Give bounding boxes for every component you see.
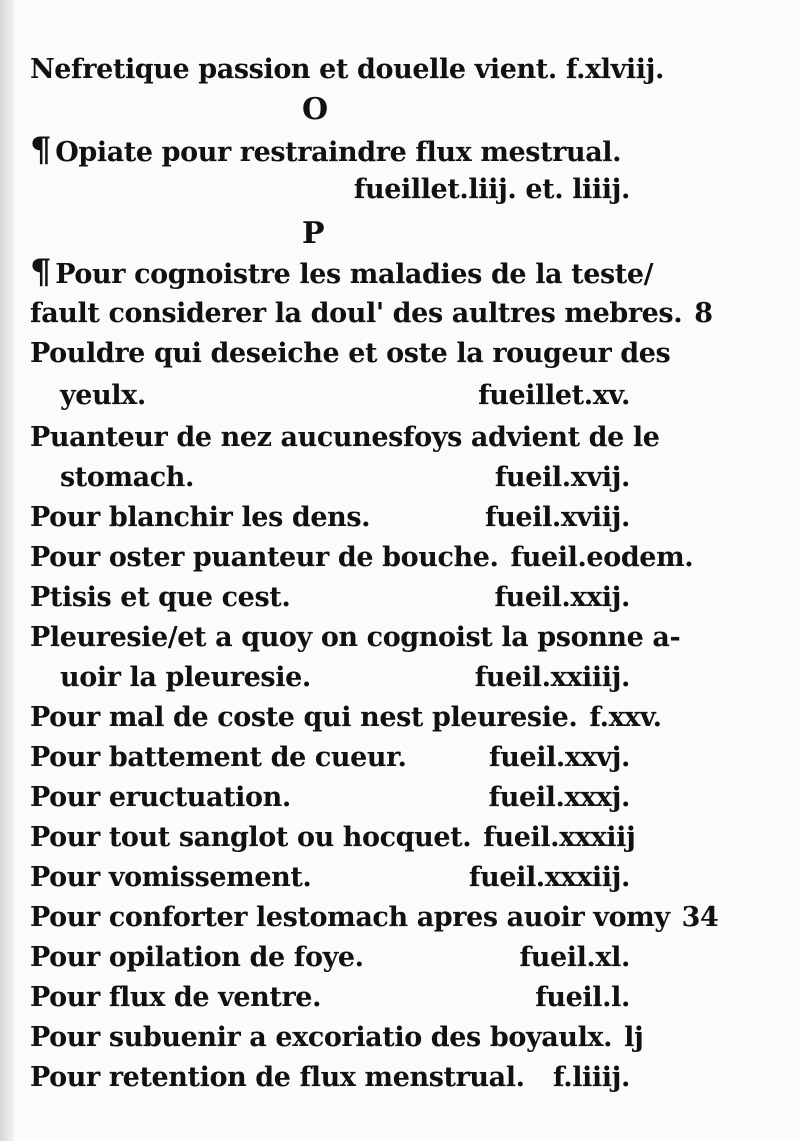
entry-ref: fueil.xxvj.: [489, 742, 630, 773]
entry-text: Pour eructuation.: [30, 782, 291, 813]
entry-ref: fueil.xviij.: [484, 502, 630, 533]
entry-text: Pouldre qui deseiche et oste la rougeur des: [30, 338, 671, 369]
entry-ref: fueillet.xv.: [478, 380, 630, 411]
entry-text: Pour vomissement.: [30, 862, 312, 893]
entry-text: fault considerer la doul' des aultres mebres.: [30, 298, 683, 329]
entry-text: Pour subuenir a excoriatio des boyaulx.: [30, 1022, 613, 1053]
entry-text: uoir la pleuresie.: [60, 662, 311, 693]
entry-text: Pour conforter lestomach apres auoir vomy: [30, 902, 670, 933]
index-entry: [30, 658, 630, 698]
entry-text: Pour cognoistre les maladies de la teste/: [55, 259, 654, 290]
entry-text: Pour tout sanglot ou hocquet.: [30, 822, 472, 853]
index-entry: [30, 498, 630, 538]
index-entry: [30, 418, 660, 458]
index-entry: [30, 1018, 644, 1058]
entry-ref: fueil.xvij.: [494, 462, 630, 493]
entry-ref: 34: [681, 902, 719, 933]
entry-text: Pour mal de coste qui nest pleuresie.: [30, 702, 578, 733]
entry-text: Pour oster puanteur de bouche.: [30, 542, 499, 573]
index-entry: [30, 252, 654, 292]
entry-text: Ptisis et que cest.: [30, 582, 291, 613]
entry-text: stomach.: [60, 462, 195, 493]
index-entry: [30, 698, 662, 738]
pilcrow-icon: ¶: [30, 130, 52, 170]
index-entry: [30, 738, 630, 778]
entry-text: yeulx.: [60, 380, 146, 411]
entry-ref: fueil.xxxiij.: [468, 862, 630, 893]
entry-ref: fueil.xxxj.: [488, 782, 630, 813]
section-letter-p: P: [302, 216, 325, 251]
entry-ref: lj: [624, 1022, 644, 1053]
index-entry: [30, 1058, 630, 1098]
index-entry: [30, 334, 671, 374]
section-letter-o: O: [302, 92, 329, 127]
index-entry: [30, 294, 713, 334]
index-entry: [30, 778, 630, 818]
entry-ref: fueil.xl.: [519, 942, 630, 973]
index-entry: [30, 538, 694, 578]
index-entry: [30, 170, 630, 210]
entry-ref: f.xxv.: [589, 702, 662, 733]
index-entry: [30, 618, 681, 658]
entry-text-wrap: [30, 130, 621, 173]
entry-ref: f.liiij.: [552, 1062, 630, 1093]
index-entry: [30, 978, 630, 1018]
entry-text: Pour battement de cueur.: [30, 742, 407, 773]
index-entry: [30, 376, 630, 416]
index-entry: [30, 50, 665, 90]
pilcrow-icon: ¶: [30, 252, 52, 292]
index-entry: [30, 938, 630, 978]
entry-ref: fueil.xxiiij.: [474, 662, 630, 693]
entry-ref: fueil.xxxiij: [483, 822, 636, 853]
entry-text: Pour opilation de foye.: [30, 942, 364, 973]
entry-text: Pour retention de flux menstrual.: [30, 1062, 525, 1093]
entry-text: Opiate pour restraindre flux mestrual.: [55, 137, 622, 168]
index-entry: [30, 858, 630, 898]
index-entry: [30, 578, 630, 618]
entry-text: Pleuresie/et a quoy on cognoist la psonne a-: [30, 622, 681, 653]
index-entry: [30, 458, 630, 498]
entry-ref: fueil.eodem.: [510, 542, 694, 573]
entry-text: Puanteur de nez aucunesfoys advient de le: [30, 422, 660, 453]
index-entry: [30, 818, 636, 858]
index-entry: [30, 898, 719, 938]
entry-ref: fueillet.liij. et. liiij.: [353, 174, 630, 205]
entry-text: Pour flux de ventre.: [30, 982, 322, 1013]
entry-ref: fueil.xxij.: [494, 582, 630, 613]
entry-text: Nefretique passion et douelle vient. f.xlviij.: [30, 54, 665, 85]
entry-text: Pour blanchir les dens.: [30, 502, 371, 533]
index-entry: [30, 130, 630, 170]
entry-ref: fueil.l.: [535, 982, 630, 1013]
entry-ref: 8: [694, 298, 713, 329]
entry-text-wrap: [30, 252, 653, 295]
